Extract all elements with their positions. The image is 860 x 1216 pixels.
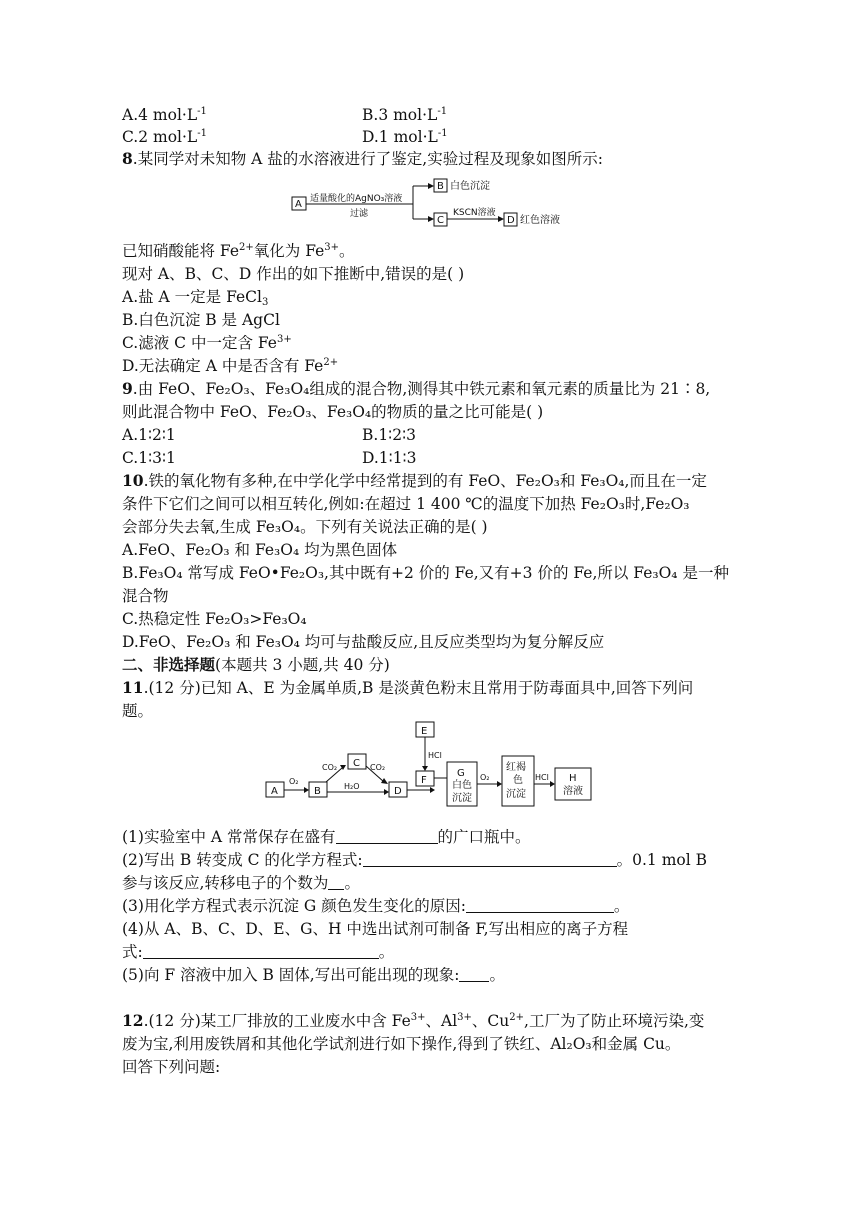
q10-stem-line2: 条件下它们之间可以相互转化,例如:在超过 1 400 ℃的温度下加热 Fe₂O₃时,Fe₂O₃ [122, 495, 690, 513]
q12-stem-line2: 废为宝,利用废铁屑和其他化学试剂进行如下操作,得到了铁红、Al₂O₃和金属 Cu。 [122, 1035, 681, 1053]
red-desc-3: 沉淀 [506, 789, 526, 800]
superscript: 2+ [509, 1012, 525, 1023]
q8-ask: 现对 A、B、C、D 作出的如下推断中,错误的是( ) [122, 265, 465, 283]
hcl-label: HCl [535, 773, 549, 782]
q7-option-b: B.3 mol·L [362, 106, 438, 124]
label-d: D [507, 215, 515, 226]
label-a: A [295, 199, 302, 210]
superscript: 3+ [410, 1012, 426, 1023]
text: 氧化为 Fe [253, 242, 325, 260]
label-c: C [353, 758, 360, 769]
label-a: A [271, 786, 278, 797]
stem-text: .某同学对未知物 A 盐的水溶液进行了鉴定,实验过程及现象如图所示: [132, 150, 603, 168]
red-desc-1: 红褐 [506, 762, 526, 773]
q11-part3 [122, 895, 629, 917]
arrowhead [384, 789, 389, 795]
q8-option-c [122, 332, 292, 354]
text: ,工厂为了防止环境污染,变 [524, 1012, 705, 1030]
answer-blank[interactable] [336, 828, 438, 844]
arrowhead [304, 787, 309, 793]
arrowhead [428, 183, 434, 189]
label-f: F [421, 775, 427, 786]
answer-blank[interactable] [363, 851, 617, 867]
answer-blank[interactable] [466, 897, 614, 913]
superscript: -1 [437, 106, 448, 117]
label-d: D [394, 786, 402, 797]
b-result: 白色沉淀 [450, 181, 490, 192]
text: 。 [378, 943, 395, 961]
o2-label: O₂ [289, 777, 299, 786]
q11-part2-cont [122, 872, 360, 894]
q8-flow-diagram [290, 174, 580, 234]
text: C.滤液 C 中一定含 Fe [122, 334, 277, 352]
hcl-label: HCl [428, 751, 442, 760]
label-g: G [457, 768, 465, 779]
text: 式: [122, 943, 143, 961]
text: .铁的氧化物有多种,在中学化学中经常提到的有 FeO、Fe₂O₃和 Fe₃O₄,而且在一定 [143, 472, 707, 490]
answer-blank[interactable] [459, 966, 489, 982]
superscript: -1 [197, 106, 207, 117]
text: 。 [339, 242, 355, 260]
q8-stem [122, 148, 603, 170]
section-heading [122, 654, 390, 676]
answer-blank[interactable] [143, 943, 379, 959]
text: 、Cu [471, 1012, 510, 1030]
q10-option-a: A.FeO、Fe₂O₃ 和 Fe₃O₄ 均为黑色固体 [122, 541, 398, 559]
text: .(12 分)已知 A、E 为金属单质,B 是淡黄色粉末且常用于防毒面具中,回答下列问 [143, 679, 694, 697]
superscript: 3+ [457, 1012, 472, 1023]
answer-blank[interactable] [328, 874, 344, 890]
text: 的广口瓶中。 [437, 828, 531, 846]
text: 、Al [425, 1012, 458, 1030]
question-number: 10 [122, 471, 144, 490]
q11-part5 [122, 964, 505, 986]
arrowhead [422, 766, 428, 771]
step1-filter: 过滤 [350, 209, 369, 219]
q11-stem-line2: 题。 [122, 702, 154, 720]
step1-reagent: 适量酸化的AgNO₃溶液 [310, 194, 403, 204]
q11-flow-diagram [262, 720, 602, 818]
superscript: 2+ [323, 357, 339, 368]
q9-option-b: B.1∶2∶3 [362, 426, 416, 444]
q9-option-c: C.1∶3∶1 [122, 449, 176, 467]
q9-option-d: D.1∶1∶3 [362, 449, 417, 467]
label-b: B [314, 786, 321, 797]
text: 。 [489, 966, 505, 984]
text: D.无法确定 A 中是否含有 Fe [122, 357, 324, 375]
text: 参与该反应,转移电子的个数为 [122, 874, 329, 892]
text: (1)实验室中 A 常常保存在盛有 [122, 828, 336, 846]
arrowhead [381, 778, 388, 784]
section-title: 二、非选择题 [122, 655, 216, 674]
q8-note [122, 240, 355, 262]
question-number: 8 [122, 149, 133, 168]
text: .由 FeO、Fe₂O₃、Fe₃O₄组成的混合物,测得其中铁元素和氧元素的质量比为 21∶8, [132, 380, 711, 398]
label-c: C [437, 215, 444, 226]
q9-option-a: A.1∶2∶1 [122, 426, 176, 444]
label-h: H [569, 773, 577, 784]
q9-options-row2 [122, 447, 417, 469]
g-desc-2: 沉淀 [452, 793, 472, 804]
q12-stem-line3: 回答下列问题: [122, 1058, 221, 1076]
text: 。 [613, 897, 630, 915]
q11-part2 [122, 849, 707, 871]
o2-label: O₂ [480, 773, 490, 782]
text: 已知硝酸能将 Fe [122, 242, 240, 260]
arrowhead [428, 216, 434, 222]
arrowhead [498, 216, 504, 222]
q7-option-c: C.2 mol·L [122, 128, 198, 146]
q7-option-d: D.1 mol·L [362, 128, 438, 146]
q11-stem-line1 [122, 677, 693, 699]
arrowhead [550, 781, 555, 787]
section-note: (本题共 3 小题,共 40 分) [215, 656, 390, 674]
q8-option-d [122, 355, 338, 377]
q8-option-b: B.白色沉淀 B 是 AgCl [122, 311, 280, 329]
arrowhead [497, 781, 502, 787]
q10-option-b-line2: 混合物 [122, 587, 169, 605]
superscript: 2+ [239, 242, 254, 253]
text: .(12 分)某工厂排放的工业废水中含 Fe [143, 1012, 411, 1030]
question-number: 11 [122, 678, 144, 697]
text: 。0.1 mol B [616, 851, 708, 869]
text: 。 [344, 874, 360, 892]
label-b: B [437, 181, 444, 192]
q9-stem-line2: 则此混合物中 FeO、Fe₂O₃、Fe₃O₄的物质的量之比可能是( ) [122, 403, 544, 421]
h2o-label: H₂O [344, 782, 360, 791]
text: A.盐 A 一定是 FeCl [122, 288, 262, 306]
q11-part4-cont [122, 941, 394, 963]
superscript: -1 [197, 128, 207, 139]
text: (2)写出 B 转变成 C 的化学方程式: [122, 851, 363, 869]
q10-option-c: C.热稳定性 Fe₂O₃>Fe₃O₄ [122, 610, 307, 628]
co2-label: CO₂ [370, 763, 386, 772]
g-desc-1: 白色 [452, 780, 472, 791]
q10-option-d: D.FeO、Fe₂O₃ 和 Fe₃O₄ 均可与盐酸反应,且反应类型均为复分解反应 [122, 633, 605, 651]
text: (3)用化学方程式表示沉淀 G 颜色发生变化的原因: [122, 897, 466, 915]
q11-part1 [122, 826, 531, 848]
h-desc: 溶液 [563, 786, 583, 797]
text: (5)向 F 溶液中加入 B 固体,写出可能出现的现象: [122, 966, 460, 984]
q11-part4: (4)从 A、B、C、D、E、G、H 中选出试剂可制备 F,写出相应的离子方程 [122, 920, 629, 938]
superscript: -1 [437, 128, 448, 139]
label-e: E [421, 726, 428, 737]
subscript: 3 [262, 297, 269, 308]
q8-option-a [122, 286, 268, 308]
superscript: 3+ [276, 334, 292, 345]
superscript: 3+ [324, 242, 340, 253]
arrowhead [430, 787, 435, 793]
co2-label: CO₂ [322, 763, 338, 772]
q9-stem-line1 [122, 378, 710, 400]
step2-reagent: KSCN溶液 [453, 208, 496, 218]
q10-stem-line1 [122, 470, 707, 492]
q10-option-b-line1: B.Fe₃O₄ 常写成 FeO•Fe₂O₃,其中既有+2 价的 Fe,又有+3 价的 Fe,所以 Fe₃O₄ 是一种 [122, 564, 729, 582]
q10-stem-line3: 会部分失去氧,生成 Fe₃O₄。下列有关说法正确的是( ) [122, 518, 488, 536]
q12-stem-line1 [122, 1010, 704, 1032]
q7-option-a: A.4 mol·L [122, 106, 198, 124]
question-number: 12 [122, 1011, 144, 1030]
red-desc-2: 色 [513, 775, 523, 786]
question-number: 9 [122, 379, 133, 398]
d-result: 红色溶液 [520, 215, 560, 226]
q9-options-row1 [122, 424, 416, 446]
